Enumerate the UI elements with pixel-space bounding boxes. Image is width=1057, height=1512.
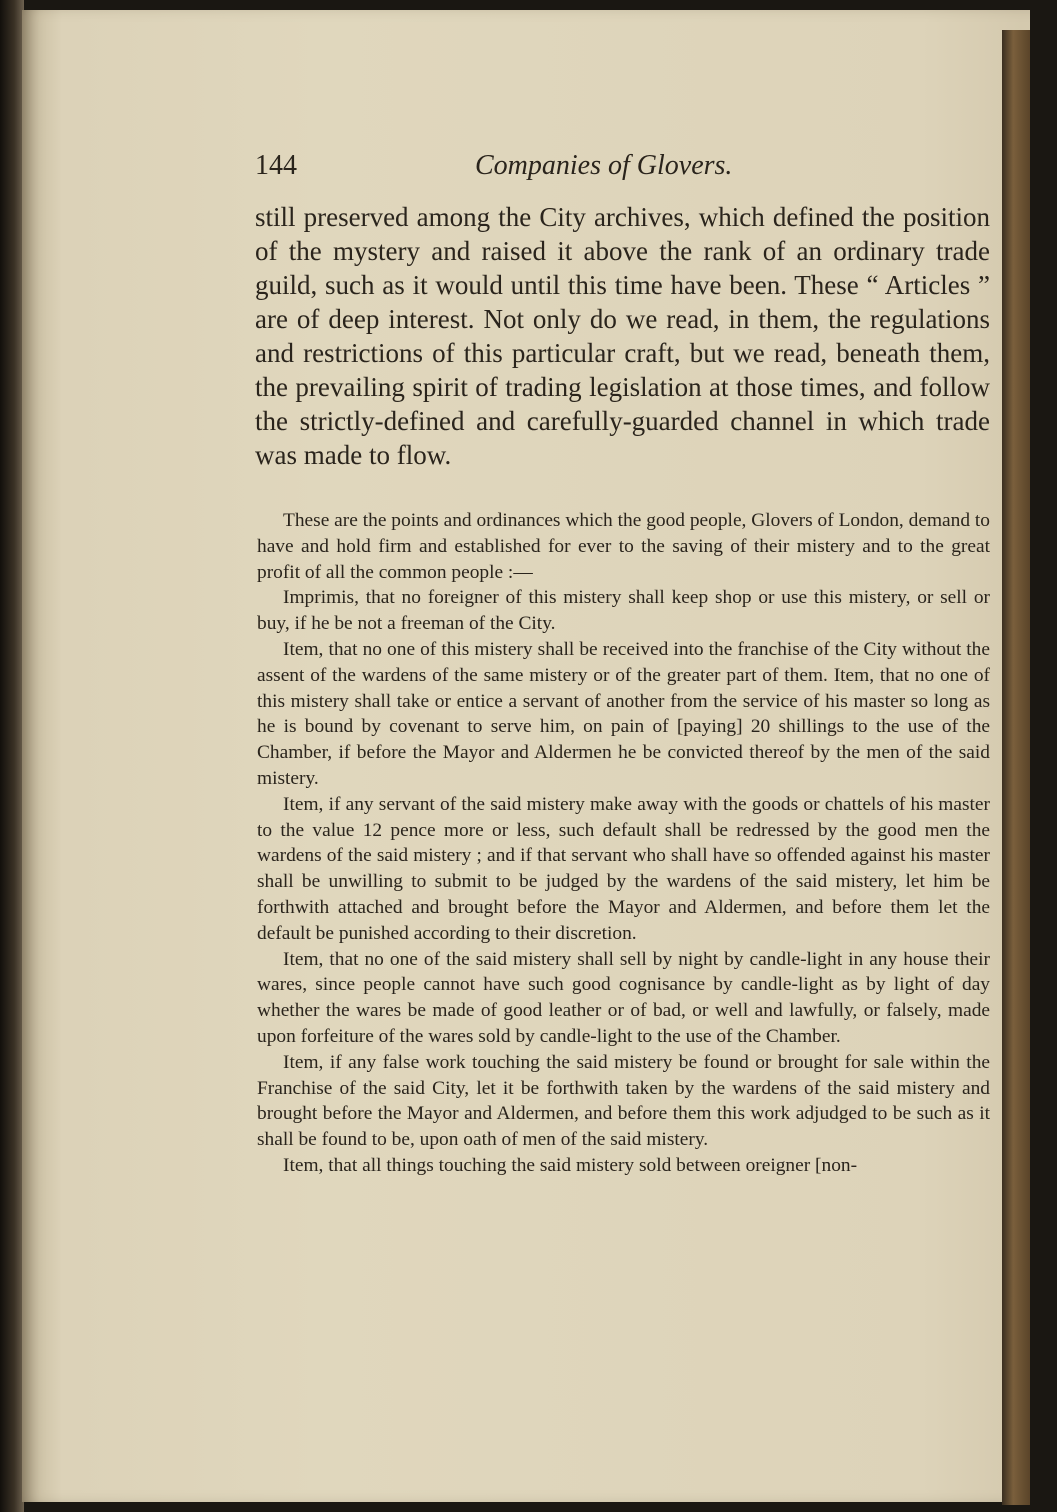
book-binding — [0, 0, 24, 1512]
article-item: Item, that no one of this mistery shall be received into the franchise of the City without the assent of the wardens of the same mistery or of the greater part of them. Item, that no one of this mistery shall take or entice a servant of another from the service of his master so long as he is bound by covenant to serve him, on pain of [paying] 20 shillings to the use of the Chamber, if before the Mayor and Aldermen he be convicted thereof by the men of the said mistery. — [257, 638, 990, 789]
articles-extract — [257, 508, 990, 1179]
page-header — [255, 150, 990, 192]
body-paragraph: still preserved among the City archives, which defined the position of the mystery and raised it above the rank of an ordinary trade guild, such as it would until this time have been. These “ Articles ” are of deep interest. Not only do we read, in them, the regulations and restrictions of this particular craft, but we read, beneath them, the prevailing spirit of trading legislation at those times, and follow the strictly-defined and carefully-guarded channel in which trade was made to flow. — [255, 202, 990, 470]
page-edge — [1002, 30, 1030, 1505]
page-content — [255, 150, 990, 1179]
article-item: Item, if any servant of the said mistery make away with the goods or chattels of his master to the value 12 pence more or less, such default shall be redressed by the good men the wardens of the said mistery ; and if that servant who shall have so offended against his master shall be unwilling to submit to be judged by the wardens of the said mistery, let him be forthwith attached and brought before the Mayor and Aldermen, and before them let the default be punished according to their discretion. — [257, 793, 990, 944]
body-text — [255, 200, 990, 472]
article-item: Imprimis, that no foreigner of this mistery shall keep shop or use this mistery, or sell or buy, if he be not a freeman of the City. — [257, 587, 990, 635]
article-item: Item, if any false work touching the said mistery be found or brought for sale within the Franchise of the said City, let it be forthwith taken by the wardens of the said mistery and brought before the Mayor and Aldermen, and before them this work adjudged to be such as it shall be found to be, upon oath of men of the said mistery. — [257, 1051, 990, 1151]
page-number: 144 — [255, 150, 297, 181]
article-item: Item, that no one of the said mistery shall sell by night by candle-light in any house their wares, since people cannot have such good cognisance by candle-light as by light of day whether the wares be made of good leather or of bad, or well and lawfully, or falsely, made upon forfeiture of the wares sold by candle-light to the use of the Chamber. — [257, 948, 990, 1047]
article-item: Item, that all things touching the said mistery sold between oreigner [non- — [283, 1154, 858, 1176]
article-preamble: These are the points and ordinances which the good people, Glovers of London, demand to have and hold firm and established for ever to the saving of their mistery and to the great profit of all the common people :— — [257, 510, 990, 583]
running-title: Companies of Glovers. — [475, 150, 733, 181]
